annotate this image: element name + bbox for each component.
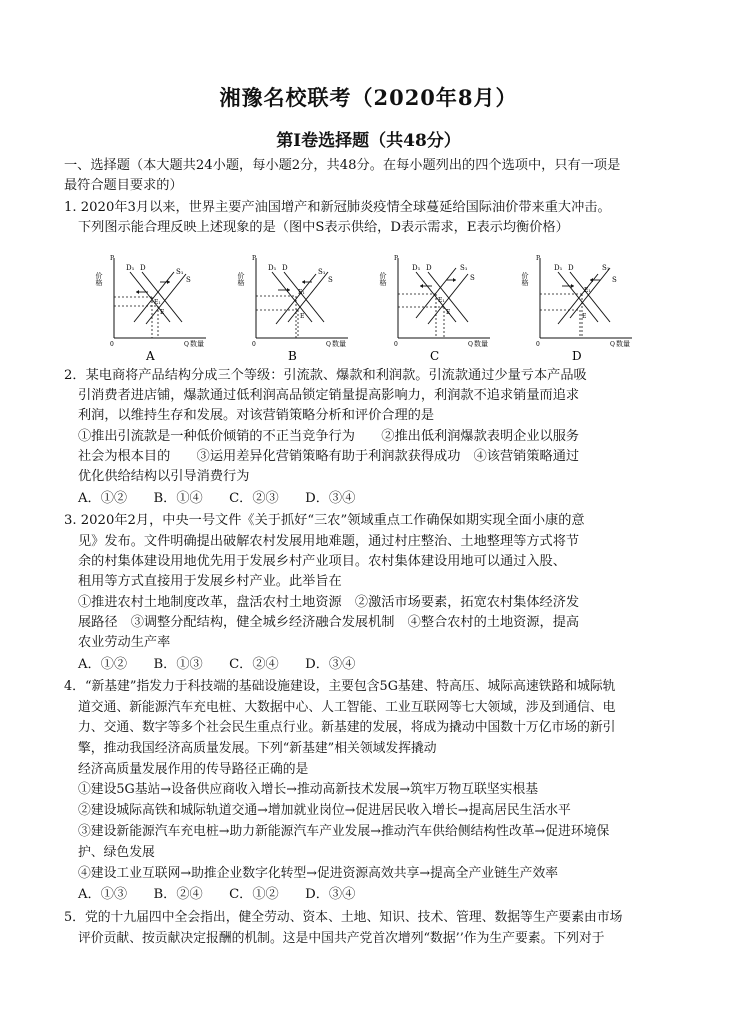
q4-stem-line: ④建设工业互联网→助推企业数字化转型→促进资源高效共享→提高全产业链生产效率 xyxy=(78,866,559,881)
graph-b xyxy=(238,252,364,362)
q2-stem-line: 社会为根本目的 ③运用差异化营销策略有助于利润款获得成功 ④该营销策略通过 xyxy=(78,449,580,464)
label-s: S xyxy=(328,276,333,284)
q2-stem-line: 2．某电商将产品结构分成三个等级：引流款、爆款和利润款。引流款通过少量亏本产品吸 xyxy=(64,368,587,383)
graph-a xyxy=(96,252,222,362)
q1-graphs xyxy=(96,252,656,362)
q5-stem-line: 评价贡献、按贡献决定报酬的机制。这是中国共产党首次增列“数据’’作为生产要素。下列对于 xyxy=(78,931,605,946)
label-s: S xyxy=(612,276,617,284)
q4-stem-line: 擎，推动我国经济高质量发展。下列“新基建”相关领域发挥撬动 xyxy=(78,741,437,756)
label-d: D xyxy=(426,264,432,272)
label-d1: D₁ xyxy=(412,264,421,272)
graph-label: C xyxy=(430,349,440,363)
axis-quantity-label: 数量 xyxy=(474,340,488,348)
q4-stem-line: ①建设5G基站→设备供应商收入增长→推动高新技术发展→筑牢万物互联坚实根基 xyxy=(78,782,539,797)
label-s1: S₁ xyxy=(176,268,184,276)
q3-stem-line: 展路径 ③调整分配结构，健全城乡经济融合发展机制 ④整合农村的土地资源，提高 xyxy=(78,615,580,630)
intro-line: 一、选择题（本大题共24小题，每小题2分，共48分。在每小题列出的四个选项中，只有一项是 xyxy=(64,158,621,173)
q2-stem-line: 引消费者进店铺，爆款通过低利润高品锁定销量提高影响力，利润款不追求销量而追求 xyxy=(78,388,580,403)
graph-a-svg xyxy=(96,252,222,362)
label-e: E xyxy=(446,309,451,316)
axis-quantity-label: 数量 xyxy=(332,340,346,348)
q1-stem-line: 下列图示能合理反映上述现象的是（图中S表示供给，D表示需求，E表示均衡价格） xyxy=(78,220,569,235)
q4-options: A．①③ B．②④ C．①② D．③④ xyxy=(78,887,356,902)
axis-p-label: P xyxy=(536,255,541,262)
q4-stem-line: 道交通、新能源汽车充电桩、大数据中心、人工智能、工业互联网等七大领域，涉及到通信、电 xyxy=(78,700,616,715)
label-d1: D₁ xyxy=(126,264,135,272)
exam-title: 湘豫名校联考（2020年8月） xyxy=(219,85,518,110)
q3-stem-line: 见》发布。文件明确提出破解农村发展用地难题，通过村庄整治、土地整理等方式将节 xyxy=(78,534,580,549)
label-d: D xyxy=(568,264,574,272)
label-s1: S₁ xyxy=(318,268,326,276)
q4-stem-line: 护、绿色发展 xyxy=(78,845,155,860)
axis-price-label: 价格 xyxy=(521,272,529,286)
label-e1: E₁ xyxy=(438,297,445,304)
q4-stem-line: 力、交通、数字等多个社会民生重点行业。新基建的发展，将成为撬动中国数十万亿市场的新引 xyxy=(78,720,616,735)
q4-stem-line: 4．“新基建”指发力于科技端的基础设施建设，主要包含5G基建、特高压、城际高速铁路和城际轨 xyxy=(64,679,616,694)
q2-stem-line: 优化供给结构以引导消费行为 xyxy=(78,469,250,484)
axis-price-label: 价格 xyxy=(237,272,245,286)
label-e: E xyxy=(582,313,587,320)
q4-stem-line: ③建设新能源汽车充电桩→助力新能源汽车产业发展→推动汽车供给侧结构性改革→促进环境保 xyxy=(78,824,610,839)
label-s1: S₁ xyxy=(460,264,468,272)
axis-p-label: P xyxy=(110,255,115,262)
q3-stem-line: 余的村集体建设用地优先用于发展乡村产业项目。农村集体建设用地可以通过入股、 xyxy=(78,554,566,569)
graph-label: B xyxy=(288,349,297,363)
graph-d xyxy=(522,252,648,362)
q5-stem-line: 5．党的十九届四中全会指出，健全劳动、资本、土地、知识、技术、管理、数据等生产要素由市场 xyxy=(64,910,623,925)
axis-q-label: Q xyxy=(326,341,331,348)
label-e1: E₁ xyxy=(154,299,161,306)
label-s1: S₁ xyxy=(602,264,610,272)
q4-stem-line: ②建设城际高铁和城际轨道交通→增加就业岗位→促进居民收入增长→提高居民生活水平 xyxy=(78,803,571,818)
q4-stem-line: 经济高质量发展作用的传导路径正确的是 xyxy=(78,762,309,777)
graph-b-svg xyxy=(238,252,364,362)
axis-quantity-label: 数量 xyxy=(190,340,204,348)
graph-label: D xyxy=(572,349,582,363)
q3-stem-line: ①推进农村土地制度改革，盘活农村土地资源 ②激活市场要素，拓宽农村集体经济发 xyxy=(78,595,580,610)
q3-stem-line: 租用等方式直接用于发展乡村产业。此举旨在 xyxy=(78,574,342,589)
axis-p-label: P xyxy=(252,255,257,262)
graph-c-svg xyxy=(380,252,506,362)
axis-origin: 0 xyxy=(252,341,256,348)
axis-q-label: Q xyxy=(468,341,473,348)
label-e1: E₁ xyxy=(298,289,305,296)
axis-origin: 0 xyxy=(536,341,540,348)
intro-line: 最符合题目要求的） xyxy=(64,178,183,193)
axis-q-label: Q xyxy=(610,341,615,348)
axis-quantity-label: 数量 xyxy=(616,340,630,348)
axis-q-label: Q xyxy=(184,341,189,348)
q2-options: A．①② B．①④ C．②③ D．③④ xyxy=(78,491,356,506)
label-d: D xyxy=(140,264,146,272)
label-d: D xyxy=(282,264,288,272)
label-d1: D₁ xyxy=(268,264,277,272)
graph-c xyxy=(380,252,506,362)
q2-stem-line: 利润，以维持生存和发展。对该营销策略分析和评价合理的是 xyxy=(78,408,435,423)
q3-stem-line: 3. 2020年2月，中央一号文件《关于抓好“三农”领域重点工作确保如期实现全面小康的意 xyxy=(64,513,585,528)
section-title: 第Ⅰ卷选择题（共48分） xyxy=(276,131,461,151)
graph-label: A xyxy=(146,349,155,363)
label-s: S xyxy=(470,274,475,282)
q3-options: A．①② B．①③ C．②④ D．③④ xyxy=(78,657,356,672)
q2-stem-line: ①推出引流款是一种低价倾销的不正当竞争行为 ②推出低利润爆款表明企业以服务 xyxy=(78,429,580,444)
axis-price-label: 价格 xyxy=(95,272,103,286)
axis-origin: 0 xyxy=(110,341,114,348)
label-d1: D₁ xyxy=(554,264,563,272)
axis-origin: 0 xyxy=(394,341,398,348)
label-e: E xyxy=(160,309,165,316)
graph-d-svg xyxy=(522,252,648,362)
axis-price-label: 价格 xyxy=(379,272,387,286)
q3-stem-line: 农业劳动生产率 xyxy=(78,635,171,650)
label-s: S xyxy=(186,276,191,284)
axis-p-label: P xyxy=(394,255,399,262)
q1-stem-line: 1. 2020年3月以来，世界主要产油国增产和新冠肺炎疫情全球蔓延给国际油价带来重大冲击。 xyxy=(64,200,611,215)
label-e1: E₁ xyxy=(584,287,591,294)
label-e: E xyxy=(300,313,305,320)
